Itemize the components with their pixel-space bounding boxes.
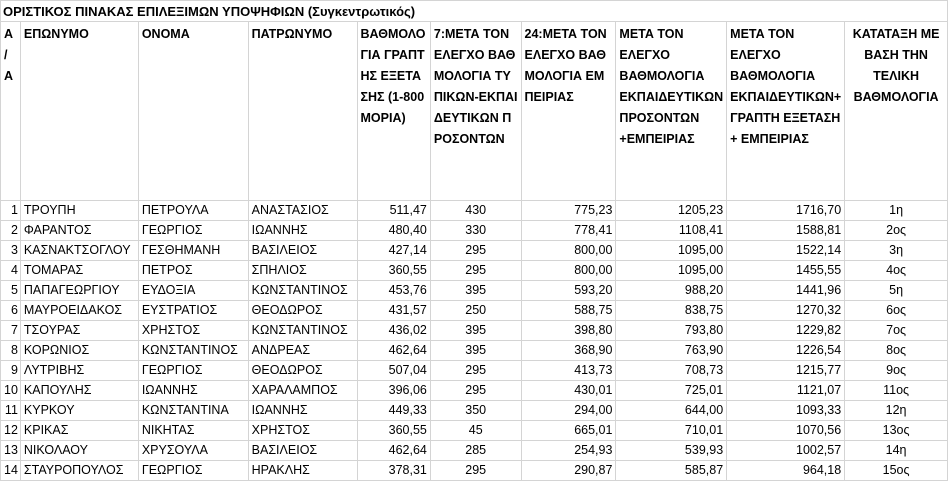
header-quals[interactable]: 7:ΜΕΤΑ ΤΟΝ ΕΛΕΓΧΟ ΒΑΘΜΟΛΟΓΙΑ ΤΥΠΙΚΩΝ-ΕΚΠΑΙΔΕΥΤΙΚΩΝ ΠΡΟΣΟΝΤΩΝ xyxy=(430,22,521,201)
qualifications-experience-cell[interactable]: 1095,00 xyxy=(616,241,727,261)
table-row xyxy=(1,241,948,261)
experience-score-cell[interactable]: 665,01 xyxy=(521,421,616,441)
written-score-cell[interactable]: 449,33 xyxy=(357,401,430,421)
experience-score-cell[interactable]: 588,75 xyxy=(521,301,616,321)
qualifications-score-cell[interactable]: 250 xyxy=(430,301,521,321)
qualifications-experience-cell[interactable]: 838,75 xyxy=(616,301,727,321)
name-cell[interactable]: ΚΩΝΣΤΑΝΤΙΝΟΣ xyxy=(138,341,248,361)
rank-cell[interactable]: 7ος xyxy=(845,321,948,341)
total-score-cell[interactable]: 1226,54 xyxy=(727,341,845,361)
name-cell[interactable]: ΙΩΑΝΝΗΣ xyxy=(138,381,248,401)
father-name-cell[interactable]: ΑΝΔΡΕΑΣ xyxy=(248,341,357,361)
qualifications-score-cell[interactable]: 285 xyxy=(430,441,521,461)
written-score-cell[interactable]: 427,14 xyxy=(357,241,430,261)
total-score-cell[interactable]: 1270,32 xyxy=(727,301,845,321)
qualifications-score-cell[interactable]: 295 xyxy=(430,361,521,381)
surname-cell[interactable]: ΤΟΜΑΡΑΣ xyxy=(20,261,138,281)
qualifications-score-cell[interactable]: 295 xyxy=(430,381,521,401)
surname-cell[interactable]: ΦΑΡΑΝΤΟΣ xyxy=(20,221,138,241)
total-score-cell[interactable]: 1455,55 xyxy=(727,261,845,281)
rank-cell[interactable]: 9ος xyxy=(845,361,948,381)
father-name-cell[interactable]: ΙΩΑΝΝΗΣ xyxy=(248,221,357,241)
total-score-cell[interactable]: 1588,81 xyxy=(727,221,845,241)
written-score-cell[interactable]: 462,64 xyxy=(357,341,430,361)
name-cell[interactable]: ΠΕΤΡΟΥΛΑ xyxy=(138,201,248,221)
written-score-cell[interactable]: 378,31 xyxy=(357,461,430,481)
father-name-cell[interactable]: ΚΩΝΣΤΑΝΤΙΝΟΣ xyxy=(248,281,357,301)
qualifications-experience-cell[interactable]: 1108,41 xyxy=(616,221,727,241)
experience-score-cell[interactable]: 294,00 xyxy=(521,401,616,421)
surname-cell[interactable]: ΚΑΣΝΑΚΤΣΟΓΛΟΥ xyxy=(20,241,138,261)
qualifications-score-cell[interactable]: 45 xyxy=(430,421,521,441)
rank-cell[interactable]: 13ος xyxy=(845,421,948,441)
name-cell[interactable]: ΧΡΗΣΤΟΣ xyxy=(138,321,248,341)
rank-cell[interactable]: 3η xyxy=(845,241,948,261)
experience-score-cell[interactable]: 593,20 xyxy=(521,281,616,301)
experience-score-cell[interactable]: 413,73 xyxy=(521,361,616,381)
row-number[interactable]: 1 xyxy=(1,201,21,221)
rank-cell[interactable]: 8ος xyxy=(845,341,948,361)
written-score-cell[interactable]: 360,55 xyxy=(357,421,430,441)
experience-score-cell[interactable]: 368,90 xyxy=(521,341,616,361)
experience-score-cell[interactable]: 778,41 xyxy=(521,221,616,241)
total-score-cell[interactable]: 1215,77 xyxy=(727,361,845,381)
name-cell[interactable]: ΓΕΩΡΓΙΟΣ xyxy=(138,361,248,381)
qualifications-experience-cell[interactable]: 710,01 xyxy=(616,421,727,441)
header-name[interactable]: ΟΝΟΜΑ xyxy=(138,22,248,201)
father-name-cell[interactable]: ΙΩΑΝΝΗΣ xyxy=(248,401,357,421)
total-score-cell[interactable]: 1121,07 xyxy=(727,381,845,401)
qualifications-experience-cell[interactable]: 539,93 xyxy=(616,441,727,461)
experience-score-cell[interactable]: 254,93 xyxy=(521,441,616,461)
row-number[interactable]: 12 xyxy=(1,421,21,441)
written-score-cell[interactable]: 436,02 xyxy=(357,321,430,341)
table-row xyxy=(1,301,948,321)
experience-score-cell[interactable]: 800,00 xyxy=(521,261,616,281)
total-score-cell[interactable]: 1002,57 xyxy=(727,441,845,461)
header-written[interactable]: ΒΑΘΜΟΛΟΓΙΑ ΓΡΑΠΤΗΣ ΕΞΕΤΑΣΗΣ (1-800 ΜΟΡΙΑ) xyxy=(357,22,430,201)
total-score-cell[interactable]: 1441,96 xyxy=(727,281,845,301)
qualifications-experience-cell[interactable]: 1095,00 xyxy=(616,261,727,281)
rank-cell[interactable]: 14η xyxy=(845,441,948,461)
father-name-cell[interactable]: ΑΝΑΣΤΑΣΙΟΣ xyxy=(248,201,357,221)
table-row xyxy=(1,281,948,301)
experience-score-cell[interactable]: 290,87 xyxy=(521,461,616,481)
total-score-cell[interactable]: 1522,14 xyxy=(727,241,845,261)
qualifications-score-cell[interactable]: 295 xyxy=(430,461,521,481)
qualifications-score-cell[interactable]: 395 xyxy=(430,281,521,301)
table-row xyxy=(1,441,948,461)
name-cell[interactable]: ΓΕΣΘΗΜΑΝΗ xyxy=(138,241,248,261)
surname-cell[interactable]: ΤΣΟΥΡΑΣ xyxy=(20,321,138,341)
table-row xyxy=(1,321,948,341)
qualifications-experience-cell[interactable]: 585,87 xyxy=(616,461,727,481)
row-number[interactable]: 10 xyxy=(1,381,21,401)
written-score-cell[interactable]: 360,55 xyxy=(357,261,430,281)
experience-score-cell[interactable]: 398,80 xyxy=(521,321,616,341)
qualifications-experience-cell[interactable]: 1205,23 xyxy=(616,201,727,221)
row-number[interactable]: 11 xyxy=(1,401,21,421)
name-cell[interactable]: ΕΥΣΤΡΑΤΙΟΣ xyxy=(138,301,248,321)
table-row xyxy=(1,361,948,381)
header-aa[interactable]: Α / Α xyxy=(1,22,21,201)
qualifications-experience-cell[interactable]: 708,73 xyxy=(616,361,727,381)
surname-cell[interactable]: ΠΑΠΑΓΕΩΡΓΙΟΥ xyxy=(20,281,138,301)
experience-score-cell[interactable]: 775,23 xyxy=(521,201,616,221)
header-row xyxy=(1,22,948,201)
rank-cell[interactable]: 15ος xyxy=(845,461,948,481)
surname-cell[interactable]: ΝΙΚΟΛΑΟΥ xyxy=(20,441,138,461)
written-score-cell[interactable]: 462,64 xyxy=(357,441,430,461)
total-score-cell[interactable]: 1229,82 xyxy=(727,321,845,341)
table-row xyxy=(1,381,948,401)
qualifications-score-cell[interactable]: 330 xyxy=(430,221,521,241)
father-name-cell[interactable]: ΧΑΡΑΛΑΜΠΟΣ xyxy=(248,381,357,401)
header-total[interactable]: ΜΕΤΑ ΤΟΝ ΕΛΕΓΧΟ ΒΑΘΜΟΛΟΓΙΑ ΕΚΠΑΙΔΕΥΤΙΚΩΝ+ ΓΡΑΠΤΗ ΕΞΕΤΑΣΗ + ΕΜΠΕΙΡΙΑΣ xyxy=(727,22,845,201)
father-name-cell[interactable]: ΘΕΟΔΩΡΟΣ xyxy=(248,361,357,381)
written-score-cell[interactable]: 396,06 xyxy=(357,381,430,401)
written-score-cell[interactable]: 511,47 xyxy=(357,201,430,221)
rank-cell[interactable]: 4ος xyxy=(845,261,948,281)
qualifications-score-cell[interactable]: 395 xyxy=(430,341,521,361)
rank-cell[interactable]: 2ος xyxy=(845,221,948,241)
written-score-cell[interactable]: 480,40 xyxy=(357,221,430,241)
header-father[interactable]: ΠΑΤΡΩΝΥΜΟ xyxy=(248,22,357,201)
father-name-cell[interactable]: ΧΡΗΣΤΟΣ xyxy=(248,421,357,441)
qualifications-experience-cell[interactable]: 644,00 xyxy=(616,401,727,421)
qualifications-experience-cell[interactable]: 793,80 xyxy=(616,321,727,341)
experience-score-cell[interactable]: 430,01 xyxy=(521,381,616,401)
total-score-cell[interactable]: 964,18 xyxy=(727,461,845,481)
name-cell[interactable]: ΓΕΩΡΓΙΟΣ xyxy=(138,461,248,481)
father-name-cell[interactable]: ΒΑΣΙΛΕΙΟΣ xyxy=(248,241,357,261)
name-cell[interactable]: ΚΩΝΣΤΑΝΤΙΝΑ xyxy=(138,401,248,421)
rank-cell[interactable]: 1η xyxy=(845,201,948,221)
written-score-cell[interactable]: 431,57 xyxy=(357,301,430,321)
table-row xyxy=(1,401,948,421)
total-score-cell[interactable]: 1716,70 xyxy=(727,201,845,221)
experience-score-cell[interactable]: 800,00 xyxy=(521,241,616,261)
header-quals-exp[interactable]: ΜΕΤΑ ΤΟΝ ΕΛΕΓΧΟ ΒΑΘΜΟΛΟΓΙΑ ΕΚΠΑΙΔΕΥΤΙΚΩΝ ΠΡΟΣΟΝΤΩΝ +ΕΜΠΕΙΡΙΑΣ xyxy=(616,22,727,201)
name-cell[interactable]: ΓΕΩΡΓΙΟΣ xyxy=(138,221,248,241)
name-cell[interactable]: ΧΡΥΣΟΥΛΑ xyxy=(138,441,248,461)
row-number[interactable]: 8 xyxy=(1,341,21,361)
written-score-cell[interactable]: 453,76 xyxy=(357,281,430,301)
name-cell[interactable]: ΝΙΚΗΤΑΣ xyxy=(138,421,248,441)
table-row xyxy=(1,461,948,481)
father-name-cell[interactable]: ΗΡΑΚΛΗΣ xyxy=(248,461,357,481)
row-number[interactable]: 6 xyxy=(1,301,21,321)
surname-cell[interactable]: ΛΥΤΡΙΒΗΣ xyxy=(20,361,138,381)
rank-cell[interactable]: 11ος xyxy=(845,381,948,401)
total-score-cell[interactable]: 1070,56 xyxy=(727,421,845,441)
table-row xyxy=(1,261,948,281)
table-row xyxy=(1,221,948,241)
qualifications-score-cell[interactable]: 295 xyxy=(430,241,521,261)
rank-cell[interactable]: 6ος xyxy=(845,301,948,321)
table-row xyxy=(1,341,948,361)
row-number[interactable]: 13 xyxy=(1,441,21,461)
row-number[interactable]: 2 xyxy=(1,221,21,241)
father-name-cell[interactable]: ΚΩΝΣΤΑΝΤΙΝΟΣ xyxy=(248,321,357,341)
qualifications-score-cell[interactable]: 395 xyxy=(430,321,521,341)
header-surname[interactable]: ΕΠΩΝΥΜΟ xyxy=(20,22,138,201)
header-experience[interactable]: 24:ΜΕΤΑ ΤΟΝ ΕΛΕΓΧΟ ΒΑΘΜΟΛΟΓΙΑ ΕΜΠΕΙΡΙΑΣ xyxy=(521,22,616,201)
qualifications-experience-cell[interactable]: 988,20 xyxy=(616,281,727,301)
surname-cell[interactable]: ΚΟΡΩΝΙΟΣ xyxy=(20,341,138,361)
table-row xyxy=(1,421,948,441)
name-cell[interactable]: ΕΥΔΟΞΙΑ xyxy=(138,281,248,301)
row-number[interactable]: 5 xyxy=(1,281,21,301)
father-name-cell[interactable]: ΘΕΟΔΩΡΟΣ xyxy=(248,301,357,321)
qualifications-score-cell[interactable]: 295 xyxy=(430,261,521,281)
row-number[interactable]: 9 xyxy=(1,361,21,381)
written-score-cell[interactable]: 507,04 xyxy=(357,361,430,381)
rank-cell[interactable]: 5η xyxy=(845,281,948,301)
father-name-cell[interactable]: ΒΑΣΙΛΕΙΟΣ xyxy=(248,441,357,461)
qualifications-score-cell[interactable]: 350 xyxy=(430,401,521,421)
row-number[interactable]: 3 xyxy=(1,241,21,261)
qualifications-score-cell[interactable]: 430 xyxy=(430,201,521,221)
row-number[interactable]: 7 xyxy=(1,321,21,341)
row-number[interactable]: 14 xyxy=(1,461,21,481)
surname-cell[interactable]: ΣΤΑΥΡΟΠΟΥΛΟΣ xyxy=(20,461,138,481)
table-row xyxy=(1,201,948,221)
surname-cell[interactable]: ΚΥΡΚΟΥ xyxy=(20,401,138,421)
header-rank[interactable]: ΚΑΤΑΤΑΞΗ ΜΕ ΒΑΣΗ ΤΗΝ ΤΕΛΙΚΗ ΒΑΘΜΟΛΟΓΙΑ xyxy=(845,22,948,201)
rank-cell[interactable]: 12η xyxy=(845,401,948,421)
surname-cell[interactable]: ΜΑΥΡΟΕΙΔΑΚΟΣ xyxy=(20,301,138,321)
total-score-cell[interactable]: 1093,33 xyxy=(727,401,845,421)
sheet-title: ΟΡΙΣΤΙΚΟΣ ΠΙΝΑΚΑΣ ΕΠΙΛΕΞΙΜΩΝ ΥΠΟΨΗΦΙΩΝ (Συγκεντρωτικός) xyxy=(3,4,416,19)
surname-cell[interactable]: ΚΡΙΚΑΣ xyxy=(20,421,138,441)
row-number[interactable]: 4 xyxy=(1,261,21,281)
qualifications-experience-cell[interactable]: 725,01 xyxy=(616,381,727,401)
surname-cell[interactable]: ΤΡΟΥΠΗ xyxy=(20,201,138,221)
name-cell[interactable]: ΠΕΤΡΟΣ xyxy=(138,261,248,281)
surname-cell[interactable]: ΚΑΠΟΥΛΗΣ xyxy=(20,381,138,401)
father-name-cell[interactable]: ΣΠΗΛΙΟΣ xyxy=(248,261,357,281)
qualifications-experience-cell[interactable]: 763,90 xyxy=(616,341,727,361)
